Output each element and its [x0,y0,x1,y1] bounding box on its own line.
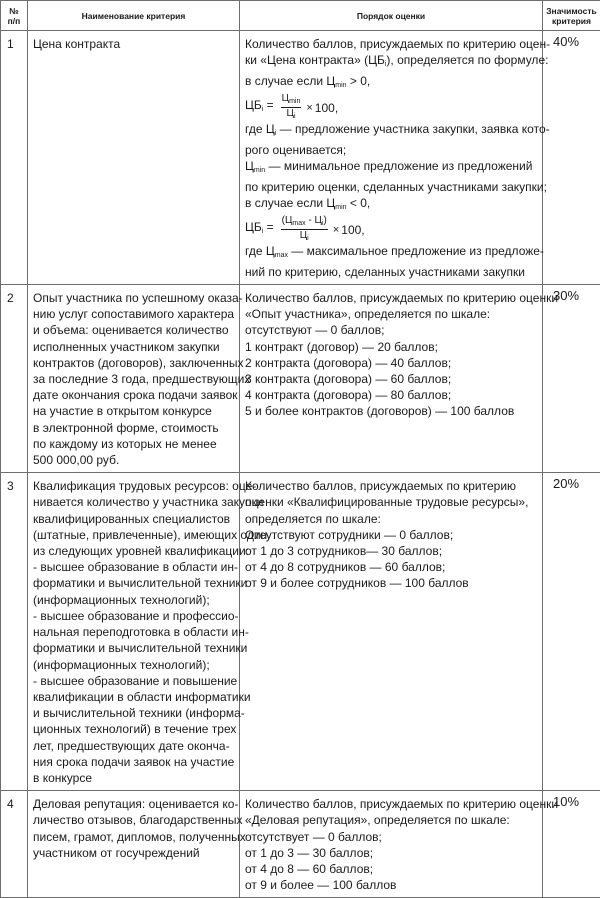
order-line: 2 контракта (договора) — 40 баллов; [245,355,538,371]
order-line: $Ц_{min}$ — минимальное предложение из предложений [245,158,538,179]
header-num-line2: п/п [1,16,27,26]
criterion-name [28,285,240,473]
criterion-name [28,31,240,285]
order-line: Количество баллов, присуждаемых по критерию [245,478,538,494]
criterion-line: писем, грамот, дипломов, полученных [33,829,235,845]
criterion-line: - высшее образование и профессио- [33,608,235,624]
evaluation-order [240,285,543,473]
criterion-line: - высшее образование в области ин- [33,559,235,575]
order-line: от 1 до 3 сотрудников— 30 баллов; [245,543,538,559]
criterion-line: Деловая репутация: оценивается ко- [33,796,235,812]
evaluation-order [240,473,543,791]
order-line: оценки «Квалифицированные трудовые ресурсы», [245,494,538,510]
criterion-line: квалифицированных специалистов [33,511,235,527]
criterion-line: Опыт участника по успешному оказа- [33,290,235,306]
header-row [1,1,600,31]
header-num-line1: № [1,6,27,16]
criterion-line: - высшее образование и повышение [33,673,235,689]
price-formula-1: $ЦБ_i$ = $\frac{Ц_{min}}{Ц_i}$ × 100, [245,95,538,121]
fraction: $\frac{(Ц_{max} - Ц_i)}{Ц_i}$ [281,215,328,244]
criterion-line: из следующих уровней квалификации: [33,543,235,559]
order-line: от 9 и более — 100 баллов [245,877,538,893]
order-line: 5 и более контрактов (договоров) — 100 баллов [245,403,538,419]
order-line: Количество баллов, присуждаемых по критерию оценки [245,290,538,306]
order-line: от 4 до 8 сотрудников — 60 баллов; [245,559,538,575]
criterion-line: за последние 3 года, предшествующих [33,371,235,387]
criterion-line: на участие в открытом конкурсе [33,403,235,419]
order-line: 4 контракта (договора) — 80 баллов; [245,387,538,403]
order-line: определяется по шкале: [245,511,538,527]
criterion-line: лет, предшествующих дате оконча- [33,738,235,754]
order-line: Количество баллов, присуждаемых по критерию оценки [245,796,538,812]
table-row [1,473,600,791]
criterion-line: Квалификация трудовых ресурсов: оце- [33,478,235,494]
header-weight [543,1,600,31]
criterion-name [28,473,240,791]
order-line: Отсутствуют сотрудники — 0 баллов; [245,527,538,543]
header-weight-line1: Значимость [543,6,600,16]
criterion-line: в конкурсе [33,770,235,786]
criterion-weight: 10% [543,791,600,898]
order-line: 1 контракт (договор) — 20 баллов; [245,339,538,355]
order-line: в случае если $Ц_{min} < 0$, [245,195,538,216]
order-line: ний по критерию, сделанных участниками закупки [245,264,538,280]
criterion-line: в электронной форме, стоимость [33,420,235,436]
order-line: где $Ц_{max}$ — максимальное предложение из предложе- [245,243,538,264]
order-line: от 4 до 8 — 60 баллов; [245,861,538,877]
criterion-line: личество отзывов, благодарственных [33,812,235,828]
criterion-name [28,791,240,898]
criterion-line: форматики и вычислительной техники [33,575,235,591]
order-line: ки «Цена контракта» $(ЦБ_i)$, определяется по формуле: [245,52,538,73]
order-line: в случае если $Ц_{min} > 0$, [245,73,538,94]
criterion-line: участником от госучреждений [33,845,235,861]
order-line: 3 контракта (договора) — 60 баллов; [245,371,538,387]
criterion-line: контрактов (договоров), заключенных [33,355,235,371]
fraction: $\frac{Ц_{min}}{Ц_i}$ [281,93,302,122]
criterion-line: нию услуг сопоставимого характера [33,306,235,322]
order-line: отсутствуют — 0 баллов; [245,322,538,338]
order-line: Количество баллов, присуждаемых по критерию оцен- [245,36,538,52]
row-number: 1 [1,31,28,285]
table-row [1,31,600,285]
criterion-line: ния срока подачи заявок на участие [33,754,235,770]
row-number: 4 [1,791,28,898]
header-weight-line2: критерия [543,16,600,26]
order-line: от 1 до 3 — 30 баллов; [245,845,538,861]
criterion-line: (информационных технологий); [33,657,235,673]
row-number: 2 [1,285,28,473]
criterion-line: (информационных технологий); [33,592,235,608]
criterion-line: квалификации в области информатики [33,689,235,705]
criterion-line: дате окончания срока подачи заявок [33,387,235,403]
row-number: 3 [1,473,28,791]
order-line: «Деловая репутация», определяется по шкале: [245,812,538,828]
criterion-line: (штатные, привлеченные), имеющих один [33,527,235,543]
order-line: рого оценивается; [245,142,538,158]
criterion-weight: 40% [543,31,600,285]
order-line: по критерию оценки, сделанных участниками закупки; [245,179,538,195]
evaluation-order [240,791,543,898]
evaluation-order [240,31,543,285]
order-line: отсутствует — 0 баллов; [245,829,538,845]
criterion-weight: 30% [543,285,600,473]
criterion-line: Цена контракта [33,36,235,52]
order-line: где $Ц_i$ — предложение участника закупки, заявка кото- [245,121,538,142]
header-order: Порядок оценки [240,1,543,31]
criterion-line: исполненных участником закупки [33,339,235,355]
criterion-line: по каждому из которых не менее [33,436,235,452]
criterion-line: и объема: оценивается количество [33,322,235,338]
order-line: «Опыт участника», определяется по шкале: [245,306,538,322]
criterion-line: 500 000,00 руб. [33,452,235,468]
criterion-line: нивается количество у участника закупки [33,494,235,510]
criterion-weight: 20% [543,473,600,791]
table-row [1,285,600,473]
criterion-line: нальная переподготовка в области ин- [33,624,235,640]
table-row [1,791,600,898]
header-num [1,1,28,31]
header-criterion: Наименование критерия [28,1,240,31]
price-formula-2: $ЦБ_i$ = $\frac{(Ц_{max} - Ц_i)}{Ц_i}$ × 100, [245,217,538,243]
order-line: от 9 и более сотрудников — 100 баллов [245,575,538,591]
criterion-line: форматики и вычислительной техники [33,640,235,656]
criterion-line: и вычислительной техники (информа- [33,705,235,721]
criterion-line: ционных технологий) в течение трех [33,721,235,737]
